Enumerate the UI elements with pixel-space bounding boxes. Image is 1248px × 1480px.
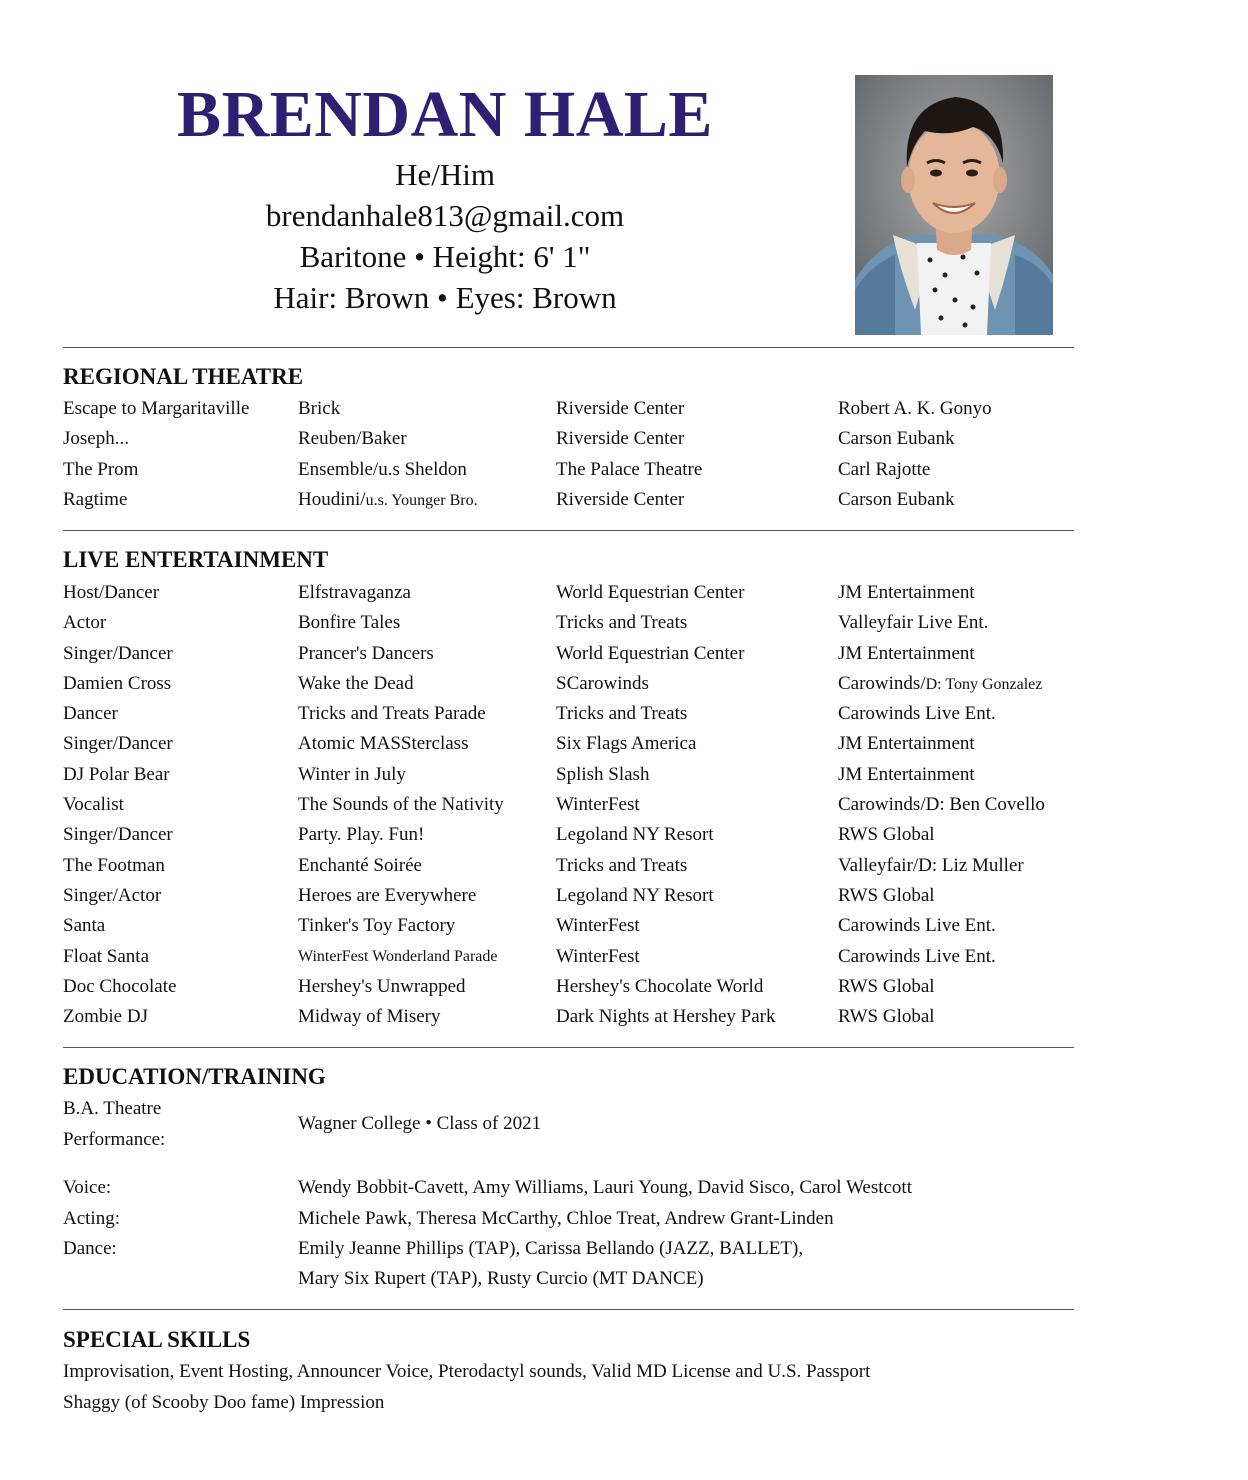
regional-theatre-list: [63, 394, 1103, 515]
contact-block: [145, 154, 745, 318]
school: Wagner College • Class of 2021: [298, 1113, 542, 1134]
credit-row: [63, 424, 1103, 454]
company: Carowinds Live Ent.: [838, 915, 996, 937]
credit-row: [63, 790, 1103, 820]
role: Actor: [63, 612, 107, 634]
dance-label: Dance:: [63, 1238, 117, 1259]
venue: Six Flags America: [556, 733, 697, 755]
degree-label-line2: Performance:: [63, 1129, 166, 1150]
credit-row: [63, 942, 1103, 972]
acting-label: Acting:: [63, 1208, 120, 1229]
venue: Splish Slash: [556, 763, 650, 785]
education-heading: EDUCATION/TRAINING: [63, 1064, 326, 1089]
credit-row: [63, 972, 1103, 1002]
role: Singer/Actor: [63, 884, 162, 906]
acting-teachers: Michele Pawk, Theresa McCarthy, Chloe Treat, Andrew Grant-Linden: [298, 1208, 834, 1229]
email-address: brendanhale813@gmail.com: [265, 198, 625, 233]
company: Carowinds Live Ent.: [838, 945, 996, 967]
company: RWS Global: [838, 1006, 935, 1028]
show-title: Joseph...: [63, 428, 129, 450]
role: Doc Chocolate: [63, 975, 177, 997]
credit-row: [63, 729, 1103, 759]
role: Damien Cross: [63, 672, 172, 694]
role: [298, 485, 478, 516]
director: Robert A. K. Gonyo: [838, 398, 992, 419]
credit-row: [63, 639, 1103, 669]
show-title: WinterFest Wonderland Parade: [298, 947, 498, 965]
company: JM Entertainment: [838, 733, 975, 755]
role: DJ Polar Bear: [63, 763, 170, 785]
credit-row: [63, 699, 1103, 729]
divider: [63, 1309, 1074, 1310]
show-title: Bonfire Tales: [298, 612, 401, 634]
dance-teachers-line2: Mary Six Rupert (TAP), Rusty Curcio (MT DANCE): [298, 1268, 704, 1289]
role: Singer/Dancer: [63, 642, 173, 664]
director: Carson Eubank: [838, 428, 955, 450]
divider: [63, 1047, 1074, 1048]
divider: [63, 347, 1074, 348]
credit-row: [63, 911, 1103, 941]
credit-row: [63, 578, 1103, 608]
show-title: Heroes are Everywhere: [298, 884, 477, 906]
credit-row: [63, 1002, 1103, 1032]
venue: Riverside Center: [556, 488, 685, 510]
company: RWS Global: [838, 824, 935, 846]
venue: Tricks and Treats: [556, 854, 688, 876]
venue: Legoland NY Resort: [556, 824, 714, 846]
company: Valleyfair/D: Liz Muller: [838, 854, 1024, 876]
venue: World Equestrian Center: [556, 642, 745, 664]
venue: Tricks and Treats: [556, 612, 688, 634]
show-title: The Sounds of the Nativity: [298, 794, 504, 816]
voice-teachers: Wendy Bobbit-Cavett, Amy Williams, Lauri Young, David Sisco, Carol Westcott: [298, 1177, 912, 1198]
credit-row: [63, 881, 1103, 911]
skills-line: Shaggy (of Scooby Doo fame) Impression: [63, 1391, 385, 1413]
credit-row: [63, 760, 1103, 790]
company: JM Entertainment: [838, 642, 975, 664]
pronouns: He/Him: [395, 157, 495, 192]
role: Singer/Dancer: [63, 824, 173, 846]
credit-row: [63, 820, 1103, 850]
director: Carl Rajotte: [838, 458, 931, 480]
director: Carson Eubank: [838, 488, 955, 510]
show-title: Prancer's Dancers: [298, 642, 434, 664]
show-title: Wake the Dead: [298, 672, 414, 694]
company: Carowinds Live Ent.: [838, 703, 996, 725]
dance-teachers-line1: Emily Jeanne Phillips (TAP), Carissa Bellando (JAZZ, BALLET),: [298, 1238, 804, 1259]
special-skills-heading: SPECIAL SKILLS: [63, 1327, 251, 1352]
show-title: Tinker's Toy Factory: [298, 915, 456, 937]
company: JM Entertainment: [838, 763, 975, 785]
live-entertainment-heading: LIVE ENTERTAINMENT: [63, 547, 329, 572]
show-title: Escape to Margaritaville: [63, 398, 250, 419]
show-title: Midway of Misery: [298, 1006, 441, 1028]
role: Ensemble/u.s Sheldon: [298, 458, 467, 480]
venue: Hershey's Chocolate World: [556, 975, 764, 997]
role: Vocalist: [63, 794, 124, 816]
role: Float Santa: [63, 945, 150, 967]
company: Carowinds/D: Ben Covello: [838, 794, 1045, 816]
headshot-photo-icon: [855, 75, 1053, 335]
special-skills-list: [63, 1357, 870, 1418]
venue: SCarowinds: [556, 672, 649, 694]
divider: [63, 530, 1074, 531]
company: [838, 669, 1042, 700]
skills-line: Improvisation, Event Hosting, Announcer Voice, Pterodactyl sounds, Valid MD License and U.S. Passport: [63, 1361, 871, 1382]
role: The Footman: [63, 854, 165, 876]
venue: WinterFest: [556, 915, 640, 937]
role: Reuben/Baker: [298, 428, 407, 450]
show-title: Ragtime: [63, 488, 128, 510]
role-main: Houdini/: [298, 488, 366, 510]
venue: The Palace Theatre: [556, 458, 703, 480]
company-main: Carowinds/: [838, 672, 926, 694]
show-title: Hershey's Unwrapped: [298, 975, 466, 997]
venue: World Equestrian Center: [556, 582, 745, 603]
credit-row: [63, 455, 1103, 485]
venue: WinterFest: [556, 945, 640, 967]
venue: Legoland NY Resort: [556, 884, 714, 906]
show-title: Enchanté Soirée: [298, 854, 422, 876]
degree-label-line1: B.A. Theatre: [63, 1098, 162, 1119]
venue: Dark Nights at Hershey Park: [556, 1006, 776, 1028]
venue: WinterFest: [556, 794, 640, 816]
role: Zombie DJ: [63, 1006, 148, 1028]
role: Santa: [63, 915, 106, 937]
performer-name: BRENDAN HALE: [177, 78, 713, 151]
venue: Riverside Center: [556, 428, 685, 450]
venue: Riverside Center: [556, 398, 685, 419]
credit-row: [63, 485, 1103, 515]
role: Host/Dancer: [63, 582, 160, 603]
role: Dancer: [63, 703, 118, 725]
regional-theatre-heading: REGIONAL THEATRE: [63, 364, 304, 389]
show-title: Tricks and Treats Parade: [298, 703, 486, 725]
show-title: Party. Play. Fun!: [298, 824, 425, 846]
credit-row: [63, 394, 1103, 424]
show-title: Atomic MASSterclass: [298, 733, 469, 755]
voice-label: Voice:: [63, 1177, 112, 1198]
role-understudy: u.s. Younger Bro.: [365, 491, 478, 509]
role: Singer/Dancer: [63, 733, 173, 755]
credit-row: [63, 851, 1103, 881]
company: RWS Global: [838, 975, 935, 997]
show-title: Elfstravaganza: [298, 582, 411, 603]
live-entertainment-list: [63, 578, 1103, 1032]
company: RWS Global: [838, 884, 935, 906]
credit-row: [63, 608, 1103, 638]
show-title: Winter in July: [298, 763, 406, 785]
venue: Tricks and Treats: [556, 703, 688, 725]
company: Valleyfair Live Ent.: [838, 612, 989, 634]
credit-row: [63, 669, 1103, 699]
show-title: The Prom: [63, 458, 139, 480]
company: JM Entertainment: [838, 582, 975, 603]
role: Brick: [298, 398, 341, 419]
hair-eyes: Hair: Brown • Eyes: Brown: [273, 280, 617, 315]
company-director: D: Tony Gonzalez: [925, 675, 1043, 693]
voice-height: Baritone • Height: 6' 1": [299, 239, 591, 274]
resume-header: [0, 0, 1248, 340]
